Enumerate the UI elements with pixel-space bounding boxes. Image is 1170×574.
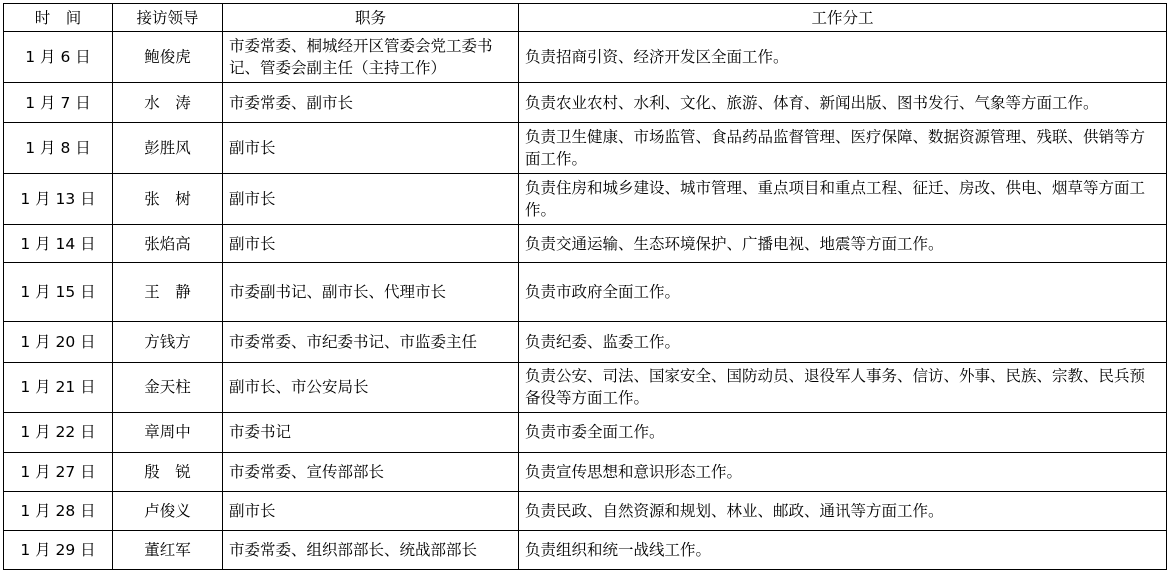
cell-leader: 张焰高 (113, 224, 223, 263)
table-row (4, 82, 1167, 123)
table-row (4, 362, 1167, 412)
cell-duty: 负责招商引资、经济开发区全面工作。 (519, 32, 1167, 83)
cell-date: 1 月 27 日 (4, 453, 113, 492)
cell-post: 副市长 (223, 491, 519, 531)
header-post: 职务 (223, 4, 519, 32)
cell-duty: 负责住房和城乡建设、城市管理、重点项目和重点工程、征迁、房改、供电、烟草等方面工作。 (519, 174, 1167, 225)
cell-date: 1 月 29 日 (4, 531, 113, 570)
cell-leader: 王 静 (113, 263, 223, 322)
cell-duty: 负责市委全面工作。 (519, 412, 1167, 453)
cell-duty: 负责宣传思想和意识形态工作。 (519, 453, 1167, 492)
header-duty: 工作分工 (519, 4, 1167, 32)
cell-duty: 负责组织和统一战线工作。 (519, 531, 1167, 570)
cell-date: 1 月 21 日 (4, 362, 113, 412)
cell-leader: 卢俊义 (113, 491, 223, 531)
header-leader: 接访领导 (113, 4, 223, 32)
cell-leader: 水 涛 (113, 82, 223, 123)
cell-date: 1 月 20 日 (4, 322, 113, 363)
cell-date: 1 月 13 日 (4, 174, 113, 225)
cell-duty: 负责民政、自然资源和规划、林业、邮政、通讯等方面工作。 (519, 491, 1167, 531)
cell-leader: 殷 锐 (113, 453, 223, 492)
cell-date: 1 月 7 日 (4, 82, 113, 123)
cell-date: 1 月 15 日 (4, 263, 113, 322)
cell-leader: 章周中 (113, 412, 223, 453)
cell-duty: 负责卫生健康、市场监管、食品药品监督管理、医疗保障、数据资源管理、残联、供销等方面工作。 (519, 123, 1167, 174)
table-row (4, 224, 1167, 263)
cell-date: 1 月 8 日 (4, 123, 113, 174)
table-row (4, 531, 1167, 570)
table-row (4, 322, 1167, 363)
cell-date: 1 月 22 日 (4, 412, 113, 453)
cell-post: 市委常委、组织部部长、统战部部长 (223, 531, 519, 570)
table-row (4, 123, 1167, 174)
reception-schedule-table (3, 3, 1167, 570)
cell-post: 副市长 (223, 123, 519, 174)
table-row (4, 263, 1167, 322)
cell-leader: 金天柱 (113, 362, 223, 412)
cell-leader: 彭胜风 (113, 123, 223, 174)
cell-post: 副市长 (223, 174, 519, 225)
cell-leader: 方钱方 (113, 322, 223, 363)
cell-post: 副市长 (223, 224, 519, 263)
cell-duty: 负责市政府全面工作。 (519, 263, 1167, 322)
cell-post: 市委常委、宣传部部长 (223, 453, 519, 492)
table-row (4, 174, 1167, 225)
cell-duty: 负责纪委、监委工作。 (519, 322, 1167, 363)
cell-leader: 鲍俊虎 (113, 32, 223, 83)
cell-post: 市委书记 (223, 412, 519, 453)
cell-date: 1 月 6 日 (4, 32, 113, 83)
cell-leader: 张 树 (113, 174, 223, 225)
cell-post: 市委常委、市纪委书记、市监委主任 (223, 322, 519, 363)
cell-duty: 负责农业农村、水利、文化、旅游、体育、新闻出版、图书发行、气象等方面工作。 (519, 82, 1167, 123)
cell-post: 市委常委、副市长 (223, 82, 519, 123)
cell-post: 市委常委、桐城经开区管委会党工委书记、管委会副主任（主持工作） (223, 32, 519, 83)
table-row (4, 491, 1167, 531)
cell-duty: 负责公安、司法、国家安全、国防动员、退役军人事务、信访、外事、民族、宗教、民兵预备役等方面工作。 (519, 362, 1167, 412)
table-row (4, 412, 1167, 453)
cell-post: 市委副书记、副市长、代理市长 (223, 263, 519, 322)
cell-date: 1 月 14 日 (4, 224, 113, 263)
header-row (4, 4, 1167, 32)
table-row (4, 32, 1167, 83)
cell-date: 1 月 28 日 (4, 491, 113, 531)
header-date: 时 间 (4, 4, 113, 32)
cell-duty: 负责交通运输、生态环境保护、广播电视、地震等方面工作。 (519, 224, 1167, 263)
cell-post: 副市长、市公安局长 (223, 362, 519, 412)
cell-leader: 董红军 (113, 531, 223, 570)
table-row (4, 453, 1167, 492)
